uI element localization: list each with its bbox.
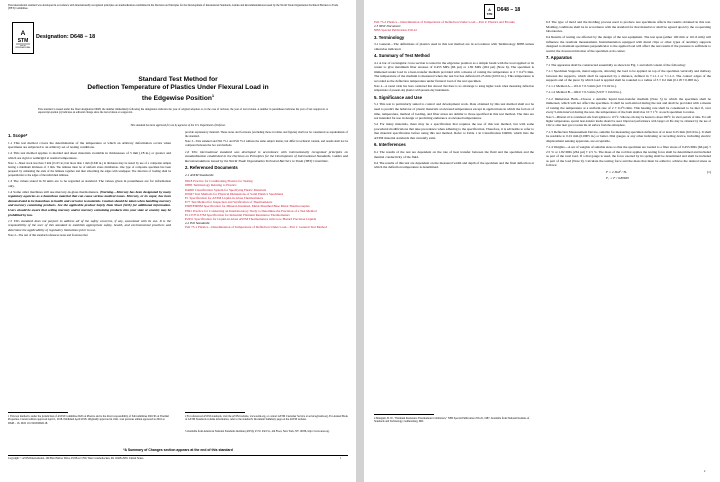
equation-2 xyxy=(546,176,711,182)
equation-1-number: (1) xyxy=(707,169,711,174)
logo-text: ASTM INTERNATIONAL xyxy=(15,45,31,50)
significance-heading: 5. Significance and Use xyxy=(374,94,422,100)
apparatus-7-1-1-1: 7.1.1.1 Method A—101.6 ± 0.5 mm (4.0 ± 0.02 in.). xyxy=(546,84,617,89)
reference-item[interactable]: D4000 Classification System for Specifying Plastic Materials xyxy=(185,187,267,192)
copyright: Copyright © ASTM International, 100 Barr Harbor Drive, PO Box C700, West Conshohocken, PA 19428-2959. United States xyxy=(8,457,144,460)
summary-note-4: Note 4—A round robin has been conducted that showed that there is no advantage to using higher loads when measuring deflection temperature of present-day plastics with present-day instruments. xyxy=(374,84,534,93)
reference-item[interactable]: D618 Practice for Conditioning Plastics for Testing xyxy=(185,179,253,184)
apparatus-7-1-3: 7.1.3 Deflection Measurement Device, suitable for measuring specimen deflection of at least 0.25 mm (0.010 in.). It shall be readable to 0.01 mm (0.0005 in.) or better. Dial gauges or any other indicating or recording device, including electric displacement sensing apparatus, are acceptable. xyxy=(546,129,711,143)
significance-5-1: 5.1 This test is particularly suited to control and development work. Data obtained by this test method shall not be used to predict the behavior of plastic materials at elevated temperatures except in applications in which the factors of time, temperature, method of loading, and fiber stress are similar to those specified in this test method. The data are not intended for use in design or predicting endurance at elevated temperatures. xyxy=(374,102,534,121)
footnote-2: 2 For referenced ASTM standards, visit the ASTM website, www.astm.org, or contact ASTM Customer Service at service@astm.org. For Annual Book of ASTM Standards volume information, refer to the standard's Document Summary page on the ASTM website. xyxy=(185,415,348,422)
significance-5-2: 5.2 For many materials, there may be a specification that requires the use of this test method, but with some procedural modifications that take precedence when adhering to the specification. Therefore, it is advisable to refer to that material specification before using this test method. Refer to Table 1 in Classification D4000, which lists the ASTM material standards that currently exist. xyxy=(374,122,534,140)
apparatus-heading: 7. Apparatus xyxy=(546,55,572,61)
reference-item[interactable]: ISO 75-2 Plastics—Determination of Temperature of Deflection Under Load—Part 2: Plastics and Ebonite xyxy=(374,20,515,24)
apparatus-7-1-4: 7.1.4 Weights—A set of weights of suitable sizes so that the specimen are loaded to a fiber stress of 0.455 MPa (66 psi) ± 2.5 % or 1.82 MPa (264 psi) ± 2.5 %. The mass of the rod that applies the testing force shall be determined and included as part of the total load. If a dial gauge is used, the force exerted by its spring shall be determined and shall be included as part of the load (Note 9). Calculate the testing force and the mass that must be added to achieve the desired stress as follows: xyxy=(546,144,711,168)
interferences-6-1: 6.1 The results of the test are dependent on the rate of heat transfer between the fluid and the specimen and the thermal conductivity of the fluid. xyxy=(374,150,534,159)
right-note-3: Note 3—This standard and ISO 75-1 and ISO 75-2 address the same subject matter, but differ in technical content, and results shall not be compared between the two test methods. xyxy=(185,139,348,148)
title-line-3-text: the Edgewise Position xyxy=(141,95,212,103)
page2-footnote-rule xyxy=(374,414,434,415)
reference-item[interactable]: NBS Special Publication 250-22 xyxy=(374,28,417,33)
reference-item[interactable]: D883 Terminology Relating to Plastics xyxy=(185,183,237,188)
astm-logo-small xyxy=(484,4,495,19)
scope-heading xyxy=(8,134,171,139)
reference-item[interactable]: E691 Practice for Conducting an Interlaboratory Study to Determine the Precision of a Test Method xyxy=(185,208,317,213)
scope-1-4-text: 1.4 Some older machines still use mercury-in-glass thermometers. xyxy=(8,189,99,194)
footnote-4: 4 Mangum, B. W., "Platinum Resistance Thermometer Calibration," NBS Special Publication 250-22, 1987. Available from National Institute of Standards and Technology, Gaithersburg, MD. xyxy=(374,417,530,424)
iso-reference-list xyxy=(374,20,534,33)
terminology-heading: 3. Terminology xyxy=(374,34,405,40)
footnote-1: 1 This test method is under the jurisdiction of ASTM Committee D20 on Plastics and is the direct responsibility of Subcommittee D20.30 on Thermal Properties. Current edition approved April 1, 2018. Published April 2018. Originally approved in 1941. Last previous edition approved in 2016 as D648 – 16. DOI: 10.1520/D0648-18. xyxy=(8,415,169,425)
reference-item[interactable]: D5947 Test Methods for Physical Dimensions of Solid Plastics Specimens xyxy=(185,191,284,196)
svg-text:STM: STM xyxy=(486,13,493,16)
summary-heading: 4. Summary of Test Method xyxy=(374,53,430,59)
scope-note-1: Note 1—Sheet stock less than 3 mm (0.125 in.) but more than 1 mm (0.040 in.) in thickness may be tested by use of a composite sample having a minimum thickness of 3 mm. The laminae must be of uniform stress distribution. One type of composite specimen has been prepared by cementing the ends of the laminae together and then smoothing the edges with sandpaper. The direction of loading shall be perpendicular to the edges of the individual laminae. xyxy=(8,160,171,177)
terminology-3-1: 3.1 General—The definitions of plastics used in this test method are in accordance with Terminology D883 unless otherwise indicated. xyxy=(374,42,534,51)
reference-subheading: 2.3 NIST Document: xyxy=(374,24,402,29)
designation: Designation: D648 − 18 xyxy=(36,34,96,40)
summary-of-changes-note: *A Summary of Changes section appears at the end of this standard xyxy=(123,448,233,452)
reference-item[interactable]: E608/E608M Specification for Mineral-Insulated, Metal-Sheathed Base Metal Thermocouples xyxy=(185,204,310,209)
right-column xyxy=(185,131,348,230)
issuance-note: This standard is issued under the fixed designation D648; the number immediately following the designation indicates the year of original adoption or, in the case of revision, the year of last revision. A number in parentheses indicates the year of last reapproval. A superscript epsilon (ε) indicates an editorial change since the last revision or reapproval. xyxy=(38,108,328,115)
interferences-6-2: 6.2 The results of this test are dependent on the measured width and depth of the specimen and the final deflection at which the deflection temperature is determined. xyxy=(374,160,534,170)
scope-1-1: 1.1 This test method covers the determination of the temperature at which an arbitrary deformation occurs when specimens are subjected to an arbitrary set of testing conditions. xyxy=(8,140,171,150)
apparatus-7-1-2: 7.1.2 Immersion Bath—Choose a suitable liquid heat-transfer medium (Note 5) in which the specimen shall be immersed, which will not affect the specimen. It shall be well-stirred during the test and shall be provided with a means of raising the temperature at a uniform rate of 2 ± 0.2°C/min. This heating rate shall be considered to be met if, over every 5-min interval during the test, the temperature of the bath shall rise 10 ± 1°C at each specimen location. xyxy=(546,96,711,115)
title-line-1: Standard Test Method for xyxy=(138,76,218,83)
scope-note-2: Note 2—The text of this standard references notes and footnotes that xyxy=(8,232,88,237)
interferences-6-3: 6.3 The type of mold and the molding process used to produce test specimens affects the results obtained in this test. Molding conditions shall be in accordance with the standard for that material or shall be agreed upon by the cooperating laboratories. xyxy=(546,20,711,34)
page2-number: 2 xyxy=(704,470,706,473)
right-1-6: 1.6 This international standard was developed in accordance with internationally recognized principles on standardization established in the Decision on Principles for the Development of International Standards, Guides and Recommendations issued by the World Trade Organization Technical Barriers to Trade (TBT) Committee. xyxy=(185,149,348,163)
page-number: 1 xyxy=(340,457,342,460)
reference-item[interactable]: E77 Test Method for Inspection and Verification of Thermometers xyxy=(185,200,273,205)
svg-text:A: A xyxy=(488,8,491,12)
astm-logo-small-icon xyxy=(485,5,494,18)
scope-1-3: 1.3 The values stated in SI units are to be regarded as standard. The values given in parentheses are for information only. xyxy=(8,179,171,188)
reference-item[interactable]: E1137/E1137M Specification for Industrial Platinum Resistance Thermometers xyxy=(185,212,290,217)
title-line-3 xyxy=(20,92,336,103)
scope-1-4 xyxy=(8,190,171,217)
footnote-rule-left xyxy=(8,412,68,413)
scope-1-5: 1.5 This standard does not purport to address all of the safety concerns, if any, associated with its use. It is the responsibility of the user of this standard to establish appropriate safety, health, and environmental practices and determine the applicability of regulatory limitations prior to use. xyxy=(8,218,171,232)
interferences-heading: 6. Interferences xyxy=(374,142,406,148)
title-line-2: Deflection Temperature of Plastics Under Flexural Load in xyxy=(87,84,269,91)
title-footnote-mark: 1 xyxy=(211,93,215,98)
svg-text:A: A xyxy=(20,30,26,37)
page2-left-column xyxy=(374,20,534,171)
reference-item[interactable]: E1 Specification for ASTM Liquid-in-Glass Thermometers xyxy=(185,195,264,200)
reference-item[interactable]: ISO 75-1 Plastics—Determination of Temperature of Deflection Under Load—Part 1: General Test Method xyxy=(185,225,327,230)
summary-4-1: 4.1 A bar of rectangular cross section is tested in the edgewise position as a simple beam with the load applied at its center to give maximum fiber stresses of 0.455 MPa (66 psi) or 1.82 MPa (264 psi) (Note 6). The specimen is immersed under load in a heat-transfer medium provided with a means of raising the temperature at 2 ± 0.2°C/min. The temperature of the medium is measured when the test bar has deflected 0.25 mm (0.010 in.). This temperature is recorded as the deflection temperature under flexural load of the test specimen. xyxy=(374,60,534,83)
interferences-6-4: 6.4 Results of testing are affected by the design of the test equipment. The test span (either 100 mm or 101.6 mm) will influence the resultant measurement. Instrumentation equipped with metal clips or other types of auxiliary supports designed to maintain specimens perpendicular to the applied load will affect the test results if the pressure is sufficient to restrict the downward motion of the specimen at its center. xyxy=(546,35,711,53)
document-page-2 xyxy=(364,0,720,482)
left-column xyxy=(8,131,171,239)
scope-heading-text: 1. Scope* xyxy=(8,133,28,138)
apparatus-note-5: Note 5—Mineral oil is considered safe from ignition to 115°C. Silicone oils may be heated to about 260°C for short periods of time. For still higher temperatures, special heat-transfer media should be used. Improved performance with longer oil life may be obtained by the use of CO2 or other inert gas to isolate the oil surface from the atmosphere. xyxy=(546,115,711,128)
apparatus-7-1-1: 7.1.1 Specimen Supports, metal supports, allowing the load to be applied on top of the specimen vertically and midway between the supports, which shall be separated by a distance, defined in 7.1.1.1 or 7.1.1.2. The contact edges of the supports and of the piece by which load is applied shall be rounded to a radius of 3 ± 0.2 mm (0.118 ± 0.008 in.). xyxy=(546,69,711,83)
equation-2-text: F₁ = F / 9.80665 xyxy=(606,175,629,180)
svg-text:STM: STM xyxy=(17,38,29,44)
referenced-documents-heading: 2. Referenced Documents xyxy=(185,165,238,171)
document-page-1 xyxy=(0,0,356,482)
reference-list xyxy=(185,179,348,229)
reference-item[interactable]: E2251 Specification for Liquid-in-Glass ASTM Thermometers with Low-Hazard Precision Liquids xyxy=(185,216,317,221)
right-intro: provide explanatory material. These notes and footnotes (excluding those in tables and figures) shall not be considered as requirements of the standard. xyxy=(185,130,348,138)
scope-1-2: 1.2 This test method applies to molded and sheet materials available in thicknesses of 3 mm (1⁄8 in.) or greater and which are rigid or semirigid at normal temperature. xyxy=(8,151,171,160)
ref-2-1: 2.1 ASTM Standards: xyxy=(185,173,215,177)
astm-logo-icon xyxy=(13,23,33,53)
header-notice: This international standard was developed in accordance with internationally recognized principles on standardization established in the Decision on Principles for the Development of International Standards, Guides and Recommendations issued by the World Trade Organization Technical Barriers to Trade (TBT) Committee. xyxy=(8,4,339,11)
astm-logo xyxy=(12,22,34,54)
equation-1-text: F = 2 Sbd² / 3L xyxy=(606,169,627,174)
page2-designation: D648 − 18 xyxy=(497,7,521,13)
approval-note: This standard has been approved for use by agencies of the U.S. Department of Defense. xyxy=(130,124,226,127)
apparatus-7-1-1-2: 7.1.1.2 Method B—100.0 ± 0.5 mm (3.937 ± 0.020 in.). xyxy=(546,90,622,95)
footnote-rule-right xyxy=(185,412,245,413)
footnote-3: 3 Available from American National Standards Institute (ANSI), 25 W. 43rd St., 4th Floor, New York, NY 10036, http://www.ansi.org. xyxy=(185,430,330,433)
copyright-rule xyxy=(8,455,348,456)
reference-subheading: 2.2 ISO Standards: xyxy=(185,221,211,226)
apparatus-7-1: 7.1 The apparatus shall be constructed essentially as shown in Fig. 1 and shall consist of the following: xyxy=(546,62,686,67)
document-title xyxy=(20,76,336,103)
mercury-warning: (Warning—Mercury has been designated by many regulatory agencies as a hazardous material that can cause serious medical issues. Mercury, or its vapor, has been demonstrated to be hazardous to health and corrosive to materials. Caution should be taken when handling mercury and mercury containing products. See the applicable product Safety Data Sheet (SDS) for additional information. Users should be aware that selling mercury and/or mercury containing products into your state or country may be prohibited by law. xyxy=(8,189,171,217)
page2-right-column xyxy=(546,20,711,182)
